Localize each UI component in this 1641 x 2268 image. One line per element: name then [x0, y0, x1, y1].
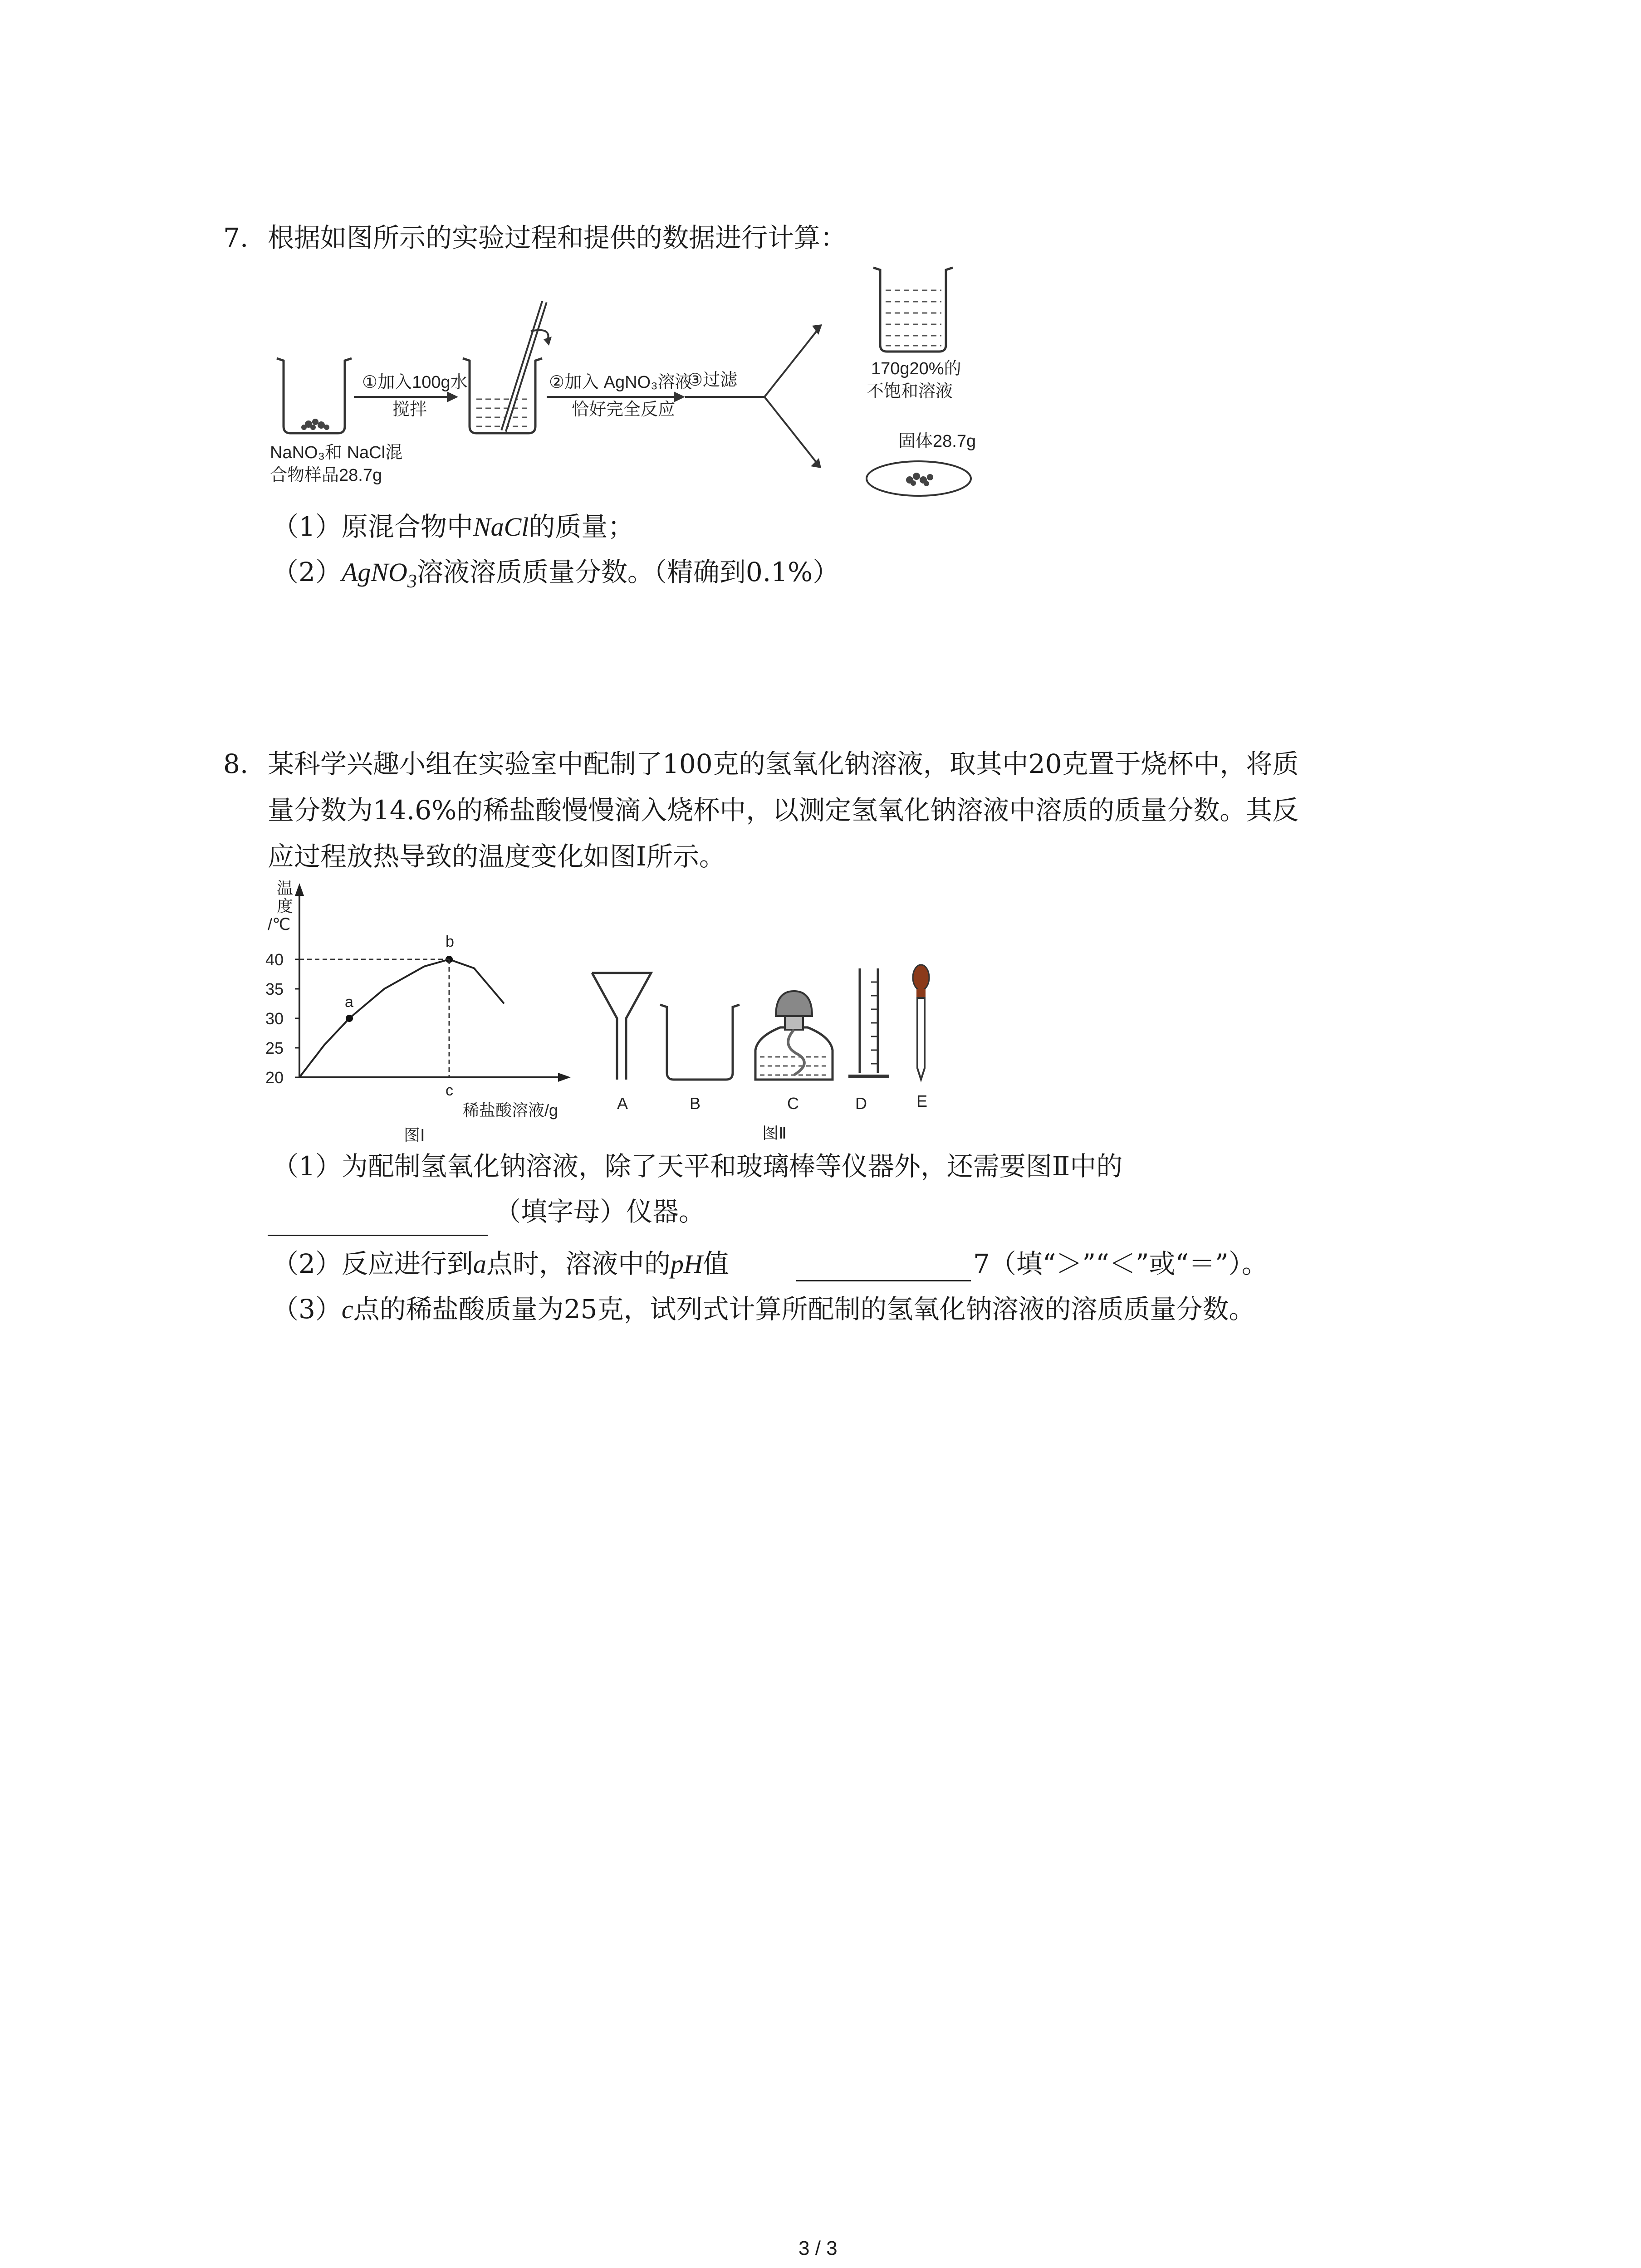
beaker-stirring-icon	[463, 358, 542, 433]
chart-axes	[295, 883, 571, 1082]
q7-sub1-prefix: （1）原混合物中	[272, 511, 473, 542]
q7-sub2-suffix: 溶液溶质质量分数。（精确到0.1%）	[416, 557, 839, 587]
step1-label-2: 搅拌	[392, 400, 427, 419]
point-a	[346, 1015, 353, 1022]
point-b-label: b	[446, 933, 454, 950]
step3-label: ③过滤	[687, 371, 738, 390]
temperature-chart	[245, 878, 590, 1145]
question-7-sub1	[272, 513, 634, 540]
solid-label: 固体28.7g	[898, 432, 976, 451]
point-c-label: c	[446, 1082, 453, 1099]
apparatus-label-e: E	[916, 1092, 928, 1110]
beaker-filtrate-icon	[873, 268, 953, 352]
agno3-subscript: 3	[407, 571, 417, 592]
sample-label-2: 合物样品28.7g	[270, 466, 382, 485]
question-8-sub2-suffix: 7（填“＞”“＜”或“＝”）。	[973, 1248, 1268, 1279]
var-c: c	[341, 1295, 353, 1324]
q8-sub3-text: 点的稀盐酸质量为25克，试列式计算所配制的氢氧化钠溶液的溶质质量分数。	[353, 1294, 1255, 1325]
apparatus-figure	[581, 959, 953, 1145]
chart-caption: 图Ⅰ	[404, 1126, 425, 1144]
y-tick-label: 35	[265, 980, 284, 998]
apparatus-label-c: C	[787, 1094, 799, 1113]
alcohol-lamp-icon	[755, 991, 833, 1080]
apparatus-label-d: D	[855, 1094, 867, 1113]
y-tick-label: 20	[265, 1068, 284, 1087]
q8-sub3-prefix: （3）	[272, 1294, 342, 1325]
step2-label-1: ②加入 AgNO₃溶液	[549, 373, 692, 392]
funnel-icon	[592, 973, 651, 1080]
agno3-formula: AgNO	[341, 557, 407, 587]
q7-sub1-suffix: 的质量；	[529, 511, 634, 542]
question-8-sub3	[272, 1296, 1255, 1323]
y-tick-label: 40	[265, 950, 284, 969]
step2-label-2: 恰好完全反应	[572, 400, 676, 419]
answer-blank-1[interactable]	[268, 1235, 488, 1236]
var-a: a	[473, 1249, 486, 1279]
question-8-number: 8.	[223, 748, 249, 779]
question-8-stem-line2: 量分数为14.6%的稀盐酸慢慢滴入烧杯中，以测定氢氧化钠溶液中溶质的质量分数。其反	[268, 795, 1299, 826]
question-8-sub1-line1: （1）为配制氢氧化钠溶液，除了天平和玻璃棒等仪器外，还需要图Ⅱ中的	[272, 1151, 1123, 1182]
y-tick-label: 25	[265, 1039, 284, 1057]
solid-precipitate-icon	[906, 473, 933, 486]
apparatus-label-b: B	[690, 1094, 701, 1113]
apparatus-caption: 图Ⅱ	[762, 1124, 787, 1142]
chart-ylabel-3: /℃	[268, 915, 291, 934]
answer-blank-2[interactable]	[796, 1280, 971, 1281]
liquid-dashes	[476, 399, 529, 426]
question-8-stem-line3: 应过程放热导致的温度变化如图Ⅰ所示。	[268, 841, 725, 872]
solid-sample-icon	[301, 419, 329, 430]
nacl-formula: NaCl	[473, 512, 529, 542]
question-7-number: 7.	[223, 222, 249, 253]
experiment-figure	[263, 263, 1007, 508]
apparatus-label-a: A	[617, 1094, 628, 1113]
temperature-curve	[299, 959, 504, 1077]
q7-sub2-prefix: （2）	[272, 557, 342, 587]
question-7-stem: 根据如图所示的实验过程和提供的数据进行计算：	[268, 222, 847, 253]
question-8-stem-line1: 某科学兴趣小组在实验室中配制了100克的氢氧化钠溶液，取其中20克置于烧杯中，将质	[268, 748, 1299, 779]
q8-sub2-prefix: （2）反应进行到	[272, 1248, 473, 1279]
chart-ylabel-1: 温	[277, 879, 294, 897]
y-tick-label: 30	[265, 1009, 284, 1028]
question-8-sub2	[272, 1248, 729, 1279]
dropper-icon	[913, 965, 929, 1080]
point-a-label: a	[345, 993, 353, 1011]
var-ph: pH	[670, 1249, 703, 1279]
stirring-rod-icon	[504, 302, 552, 431]
filtrate-label-2: 不饱和溶液	[867, 382, 953, 401]
chart-xlabel: 稀盐酸溶液/g	[463, 1101, 558, 1119]
beaker-icon	[660, 1005, 740, 1080]
graduated-cylinder-icon	[848, 968, 889, 1076]
page-number: 3 / 3	[798, 2237, 838, 2259]
q8-sub2-mid2: 值	[702, 1248, 729, 1279]
question-7-sub2	[272, 559, 839, 591]
filtrate-liquid-dashes	[886, 290, 941, 346]
step1-label-1: ①加入100g水	[362, 373, 468, 392]
question-8-sub1-line2: （填字母）仪器。	[495, 1196, 705, 1227]
q8-sub2-mid: 点时，溶液中的	[486, 1248, 671, 1279]
chart-ylabel-2: 度	[277, 897, 294, 915]
filtrate-label-1: 170g20%的	[871, 359, 961, 378]
sample-label-1: NaNO₃和 NaCl混	[270, 443, 403, 462]
